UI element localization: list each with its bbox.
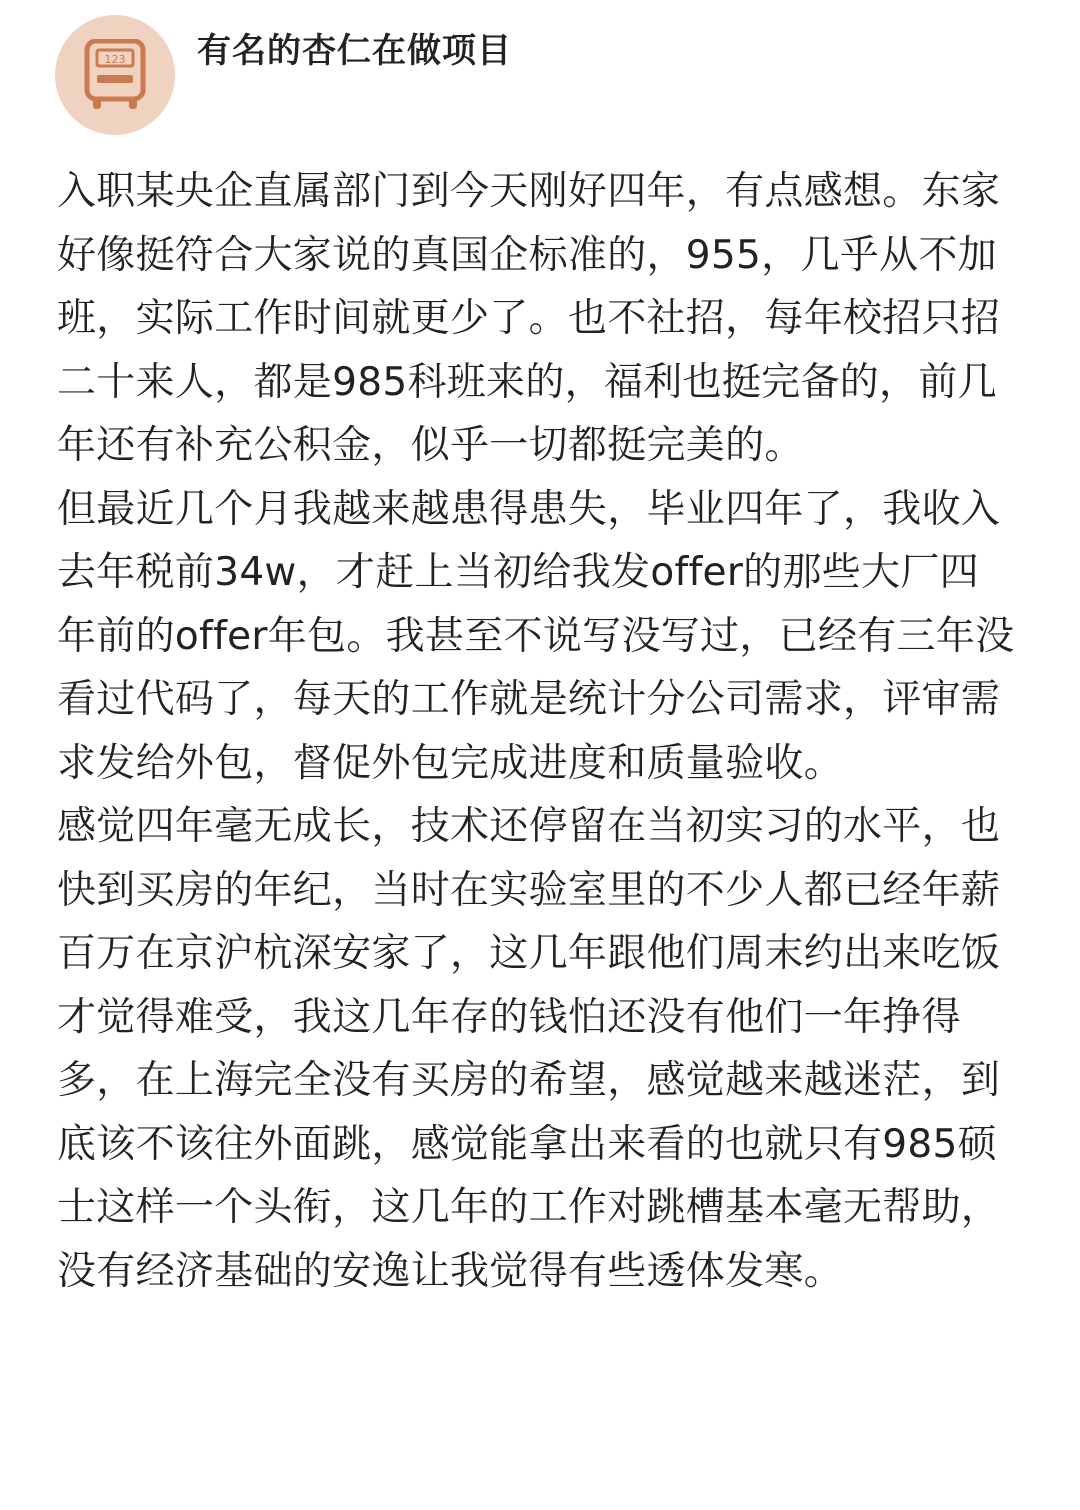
author-name[interactable]: 有名的杏仁在做项目	[197, 31, 512, 71]
calculator-icon	[83, 39, 147, 111]
avatar-badge-text: 123	[104, 53, 126, 66]
post-body	[57, 160, 1017, 1303]
post-header	[55, 15, 512, 135]
user-avatar[interactable]	[55, 15, 175, 135]
post-paragraph-3: 感觉四年毫无成长，技术还停留在当初实习的水平，也快到买房的年纪，当时在实验室里的不少人都已经年薪百万在京沪杭深安家了，这几年跟他们周末约出来吃饭才觉得难受，我这几年存的钱怕还没有他们一年挣得多，在上海完全没有买房的希望，感觉越来越迷茫，到底该不该往外面跳，感觉能拿出来看的也就只有985硕士这样一个头衔，这几年的工作对跳槽基本毫无帮助，没有经济基础的安逸让我觉得有些透体发寒。	[57, 804, 1001, 1294]
post-paragraph-1: 入职某央企直属部门到今天刚好四年，有点感想。东家好像挺符合大家说的真国企标准的，955，几乎从不加班，实际工作时间就更少了。也不社招，每年校招只招二十来人，都是985科班来的，福利也挺完备的，前几年还有补充公积金，似乎一切都挺完美的。	[57, 169, 1001, 468]
post-paragraph-2: 但最近几个月我越来越患得患失，毕业四年了，我收入去年税前34w，才赶上当初给我发offer的那些大厂四年前的offer年包。我甚至不说写没写过，已经有三年没看过代码了，每天的工作就是统计分公司需求，评审需求发给外包，督促外包完成进度和质量验收。	[57, 486, 1015, 786]
